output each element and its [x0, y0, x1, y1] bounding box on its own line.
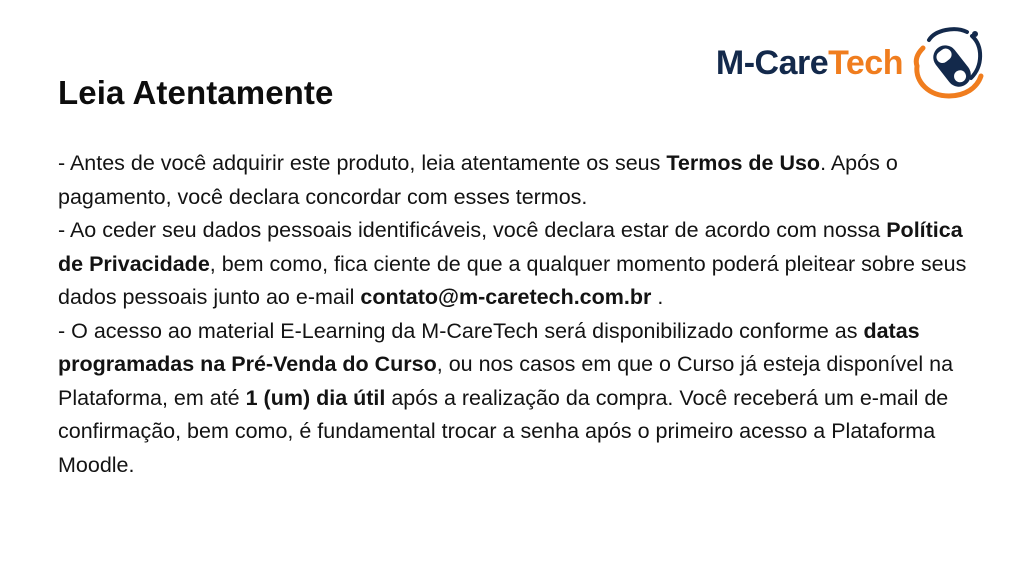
plain-text: .	[651, 285, 664, 309]
page-title: Leia Atentamente	[58, 74, 334, 112]
plain-text: , ou nos casos em que o Curso já esteja disponível na Plataforma, em até	[58, 352, 954, 410]
emphasized-text: datas programadas na Pré-Venda do Curso	[58, 318, 920, 376]
plain-text: - O acesso ao material E-Learning da M-CareTech será disponibilizado conforme as	[58, 318, 864, 343]
plain-text: . Após o pagamento, você declara concordar com esses termos.	[58, 151, 898, 209]
emphasized-text: Termos de Uso	[666, 151, 821, 175]
emphasized-text: Política de Privacidade	[58, 218, 963, 276]
brand-logo-text	[716, 44, 903, 83]
body-text-block	[58, 147, 978, 482]
plain-text: após a realização da compra. Você receberá um e-mail de confirmação, bem como, é fundamental trocar a senha após o primeiro acesso a Plataforma Moodle.	[58, 385, 949, 477]
paragraph-1	[58, 147, 978, 214]
plain-text: - Antes de você adquirir este produto, leia atentamente os seus	[58, 151, 667, 175]
paragraph-3	[58, 315, 978, 483]
plain-text: - Ao ceder seu dados pessoais identificáveis, você declara estar de acordo com nossa	[58, 218, 887, 242]
emphasized-text: 1 (um) dia útil	[245, 385, 386, 410]
plain-text: , bem como, fica ciente de que a qualquer momento poderá pleitear sobre seus dados pessoais junto ao e-mail	[58, 251, 967, 309]
stethoscope-icon	[909, 26, 987, 100]
emphasized-text: contato@m-caretech.com.br	[360, 285, 652, 309]
brand-logo-text-primary: M-Care	[715, 43, 829, 82]
brand-logo	[716, 26, 987, 100]
brand-logo-text-accent: Tech	[828, 43, 903, 82]
paragraph-2	[58, 214, 978, 315]
